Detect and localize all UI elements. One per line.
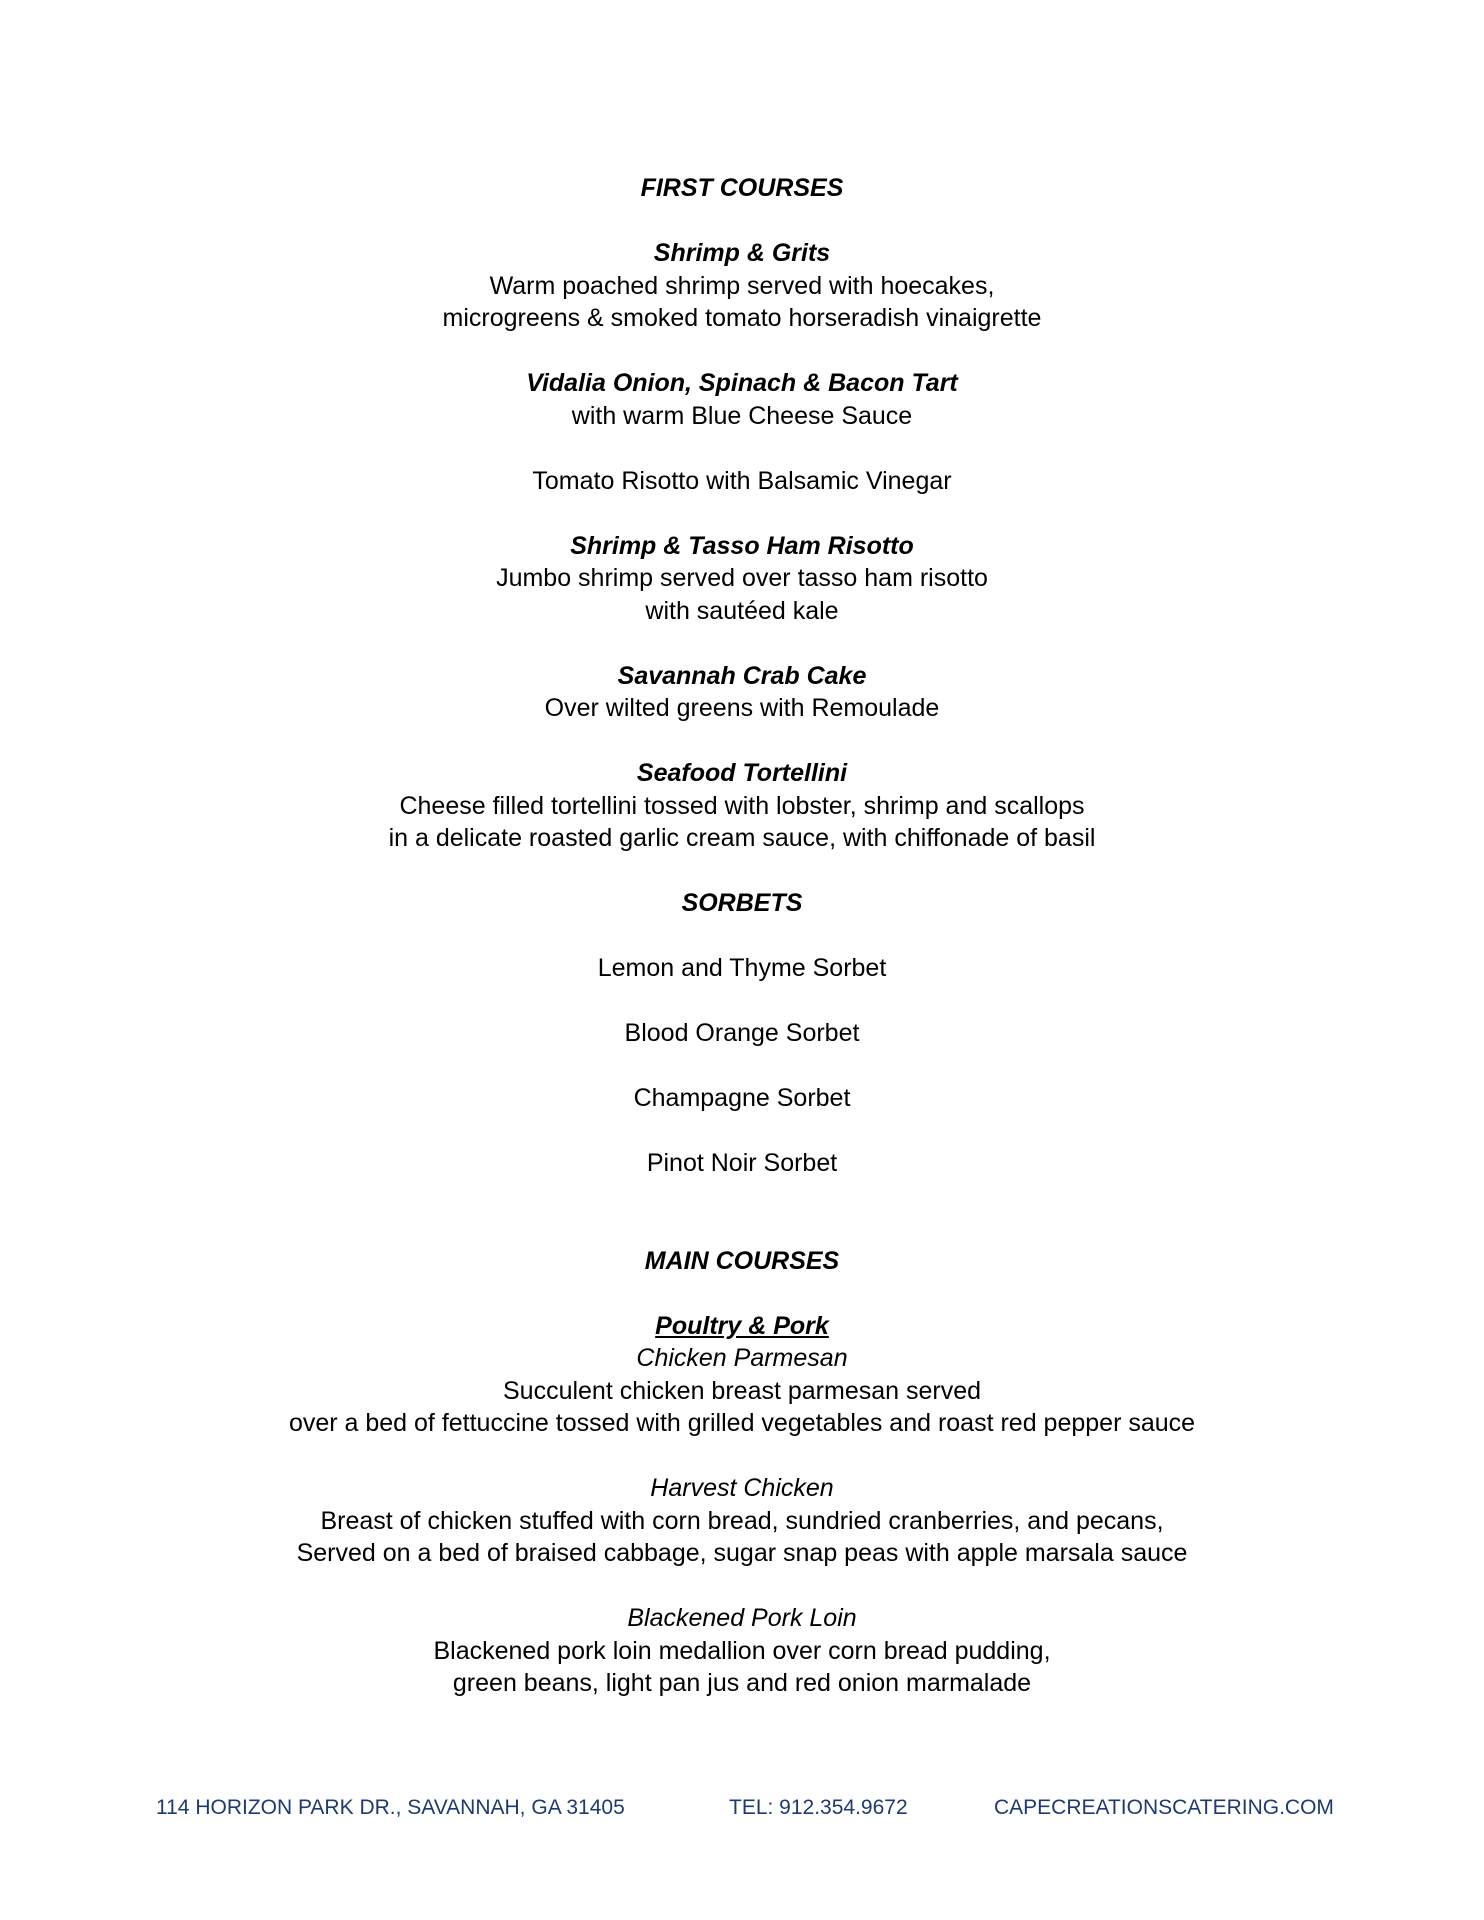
dish-description: Jumbo shrimp served over tasso ham risotto bbox=[496, 564, 988, 592]
dish-name: Savannah Crab Cake bbox=[617, 661, 867, 690]
sorbet-item: Lemon and Thyme Sorbet bbox=[597, 954, 887, 982]
dish-description: Blackened pork loin medallion over corn bread pudding, bbox=[433, 1636, 1051, 1665]
dish-description: Warm poached shrimp served with hoecakes, bbox=[489, 271, 995, 300]
main-courses-heading: MAIN COURSES bbox=[644, 1246, 840, 1275]
dish-description: Served on a bed of braised cabbage, sugar snap peas with apple marsala sauce bbox=[296, 1539, 1188, 1567]
dish-description: Breast of chicken stuffed with corn bread, sundried cranberries, and pecans, bbox=[320, 1506, 1164, 1535]
sorbet-item: Blood Orange Sorbet bbox=[624, 1019, 860, 1047]
first-courses-heading: FIRST COURSES bbox=[640, 174, 844, 202]
dish-description: Succulent chicken breast parmesan served bbox=[502, 1376, 982, 1405]
sorbets-heading: SORBETS bbox=[681, 889, 803, 917]
poultry-pork-subheading: Poultry & Pork bbox=[655, 1311, 829, 1340]
menu-content bbox=[0, 172, 1484, 1700]
dish-description: with warm Blue Cheese Sauce bbox=[571, 401, 913, 430]
dish-description: over a bed of fettuccine tossed with grilled vegetables and roast red pepper sauce bbox=[288, 1409, 1196, 1437]
footer-website: CAPECREATIONSCATERING.COM bbox=[994, 1796, 1334, 1819]
dish-description: Over wilted greens with Remoulade bbox=[544, 694, 940, 722]
sorbet-item: Champagne Sorbet bbox=[633, 1084, 851, 1112]
dish-name: Harvest Chicken bbox=[650, 1474, 834, 1502]
footer bbox=[0, 1796, 1484, 1826]
dish-description: green beans, light pan jus and red onion marmalade bbox=[452, 1669, 1032, 1697]
dish-plain: Tomato Risotto with Balsamic Vinegar bbox=[532, 466, 952, 495]
dish-description: in a delicate roasted garlic cream sauce, with chiffonade of basil bbox=[388, 824, 1096, 852]
dish-name: Shrimp & Tasso Ham Risotto bbox=[570, 531, 914, 560]
dish-description: microgreens & smoked tomato horseradish vinaigrette bbox=[442, 304, 1042, 332]
dish-name: Shrimp & Grits bbox=[653, 239, 831, 267]
dish-name: Seafood Tortellini bbox=[636, 759, 848, 787]
footer-phone: TEL: 912.354.9672 bbox=[729, 1796, 908, 1819]
dish-name: Chicken Parmesan bbox=[636, 1344, 848, 1372]
sorbet-item: Pinot Noir Sorbet bbox=[646, 1149, 838, 1177]
dish-description: Cheese filled tortellini tossed with lobster, shrimp and scallops bbox=[399, 791, 1085, 820]
dish-description: with sautéed kale bbox=[645, 596, 839, 625]
dish-name: Blackened Pork Loin bbox=[627, 1604, 857, 1632]
dish-name: Vidalia Onion, Spinach & Bacon Tart bbox=[526, 369, 958, 397]
footer-address: 114 HORIZON PARK DR., SAVANNAH, GA 31405 bbox=[156, 1796, 625, 1819]
